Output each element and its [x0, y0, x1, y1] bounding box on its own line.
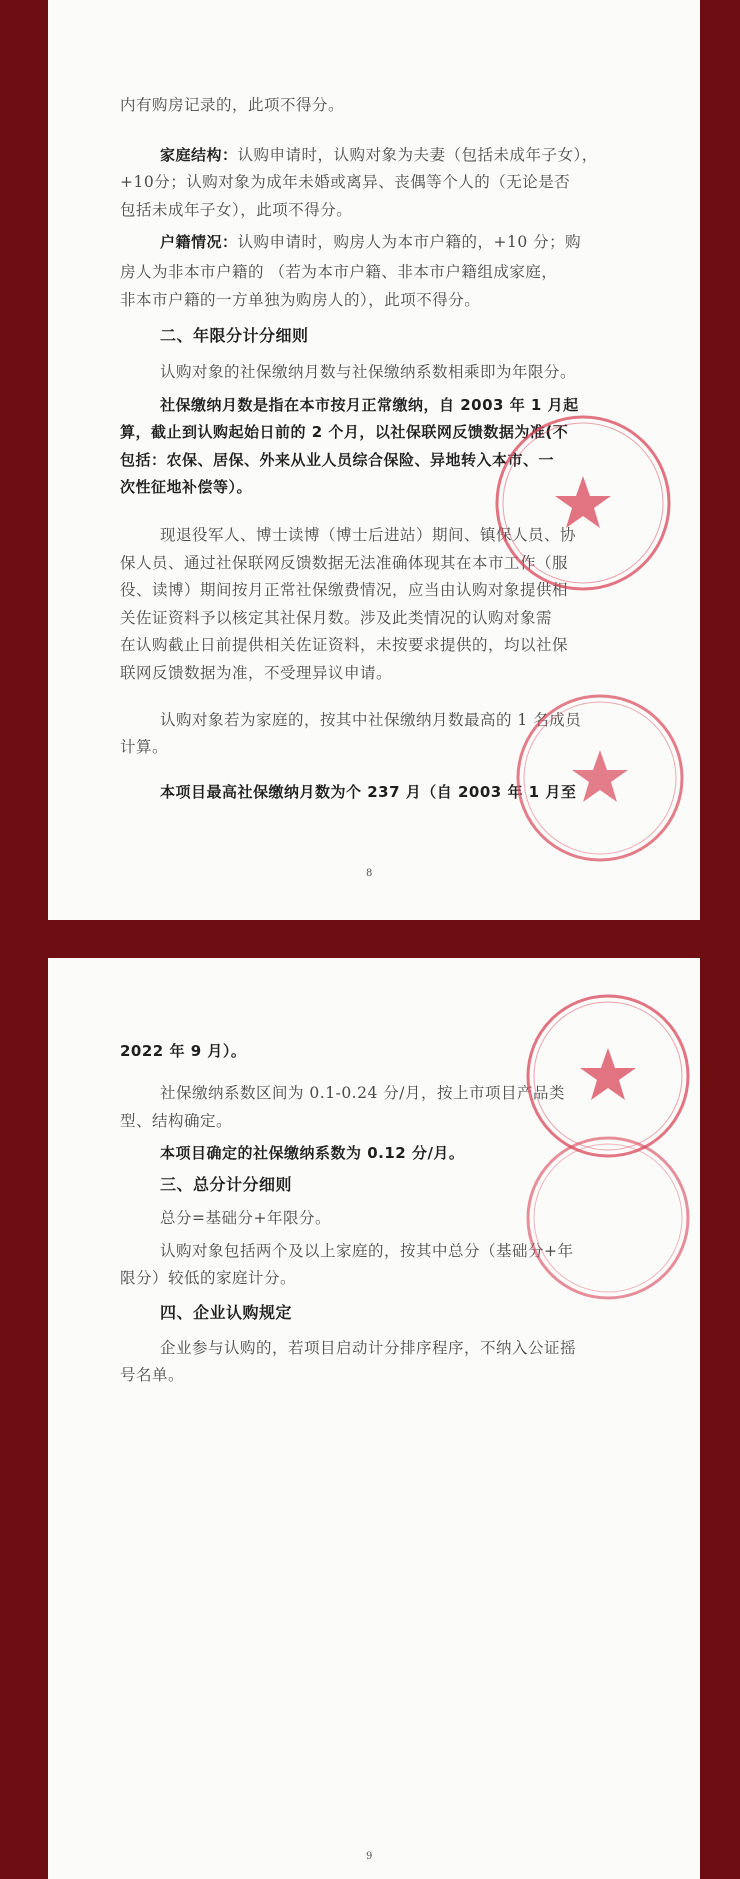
body-text: 役、读博）期间按月正常社保缴费情况，应当由认购对象提供相 [120, 581, 569, 599]
bold-text: 包括：农保、居保、外来从业人员综合保险、异地转入本市、一 [120, 451, 555, 469]
paragraph-line [160, 1208, 331, 1228]
paragraph-line [120, 663, 392, 683]
paragraph-line [120, 1365, 184, 1385]
bold-text: 户籍情况： [160, 233, 238, 251]
body-text: 计算。 [120, 738, 169, 756]
body-text: 企业参与认购的，若项目启动计分排序程序，不纳入公证摇 [160, 1339, 577, 1357]
paragraph-line [120, 95, 344, 115]
paragraph-line [120, 737, 168, 757]
section-heading: 三、总分计分细则 [160, 1175, 293, 1194]
body-text: 限分）较低的家庭计分。 [120, 1269, 297, 1287]
body-text: 联网反馈数据为准，不受理异议申请。 [120, 664, 393, 682]
bold-text: 本项目最高社保缴纳月数为个 237 月（自 2003 年 1 月至 [160, 783, 577, 801]
body-text: +10分；认购对象为成年未婚或离异、丧偶等个人的（无论是否 [120, 173, 571, 191]
paragraph-line [160, 145, 598, 165]
paragraph-line [120, 1268, 296, 1288]
body-text: 认购对象若为家庭的，按其中社保缴纳月数最高的 1 名成员 [160, 711, 582, 729]
official-seal-upper [488, 408, 678, 598]
body-text: 包括未成年子女），此项不得分。 [120, 201, 353, 219]
page-number: 8 [366, 868, 373, 879]
body-text: 社保缴纳系数区间为 0.1-0.24 分/月，按上市项目产品类 [160, 1084, 565, 1102]
paragraph-line [120, 200, 352, 220]
body-text: 在认购截止日前提供相关佐证资料，未按要求提供的，均以社保 [120, 636, 569, 654]
paragraph-line [160, 1083, 565, 1103]
body-text: 型、结构确定。 [120, 1112, 233, 1130]
bold-text: 家庭结构： [160, 146, 238, 164]
document-page-8 [48, 0, 700, 920]
body-text: 号名单。 [120, 1366, 185, 1384]
paragraph-line [120, 172, 570, 192]
paragraph-line [120, 1111, 232, 1131]
body-text: 内有购房记录的，此项不得分。 [120, 96, 345, 114]
paragraph-line [160, 1338, 576, 1358]
body-text: 总分=基础分+年限分。 [160, 1209, 331, 1227]
paragraph-line [120, 1041, 246, 1061]
body-text: 认购对象包括两个及以上家庭的，按其中总分（基础分+年 [160, 1242, 574, 1260]
bold-text: 算，截止到认购起始日前的 2 个月，以社保联网反馈数据为准(不 [120, 423, 569, 441]
paragraph-line [120, 290, 480, 310]
body-text: 认购申请时，购房人为本市户籍的，+10 分；购 [237, 233, 582, 251]
paragraph-line [120, 635, 568, 655]
bold-text: 社保缴纳月数是指在本市按月正常缴纳，自 2003 年 1 月起 [160, 396, 579, 414]
document-page-9 [48, 958, 700, 1879]
body-text: 关佐证资料予以核定其社保月数。涉及此类情况的认购对象需 [120, 609, 553, 627]
paragraph-line [120, 477, 252, 497]
body-text: 房人为非本市户籍的 （若为本市户籍、非本市户籍组成家庭， [120, 263, 558, 281]
paragraph-line [160, 1241, 574, 1261]
page-number: 9 [366, 1851, 373, 1862]
paragraph-line [160, 1143, 464, 1163]
paragraph-line [120, 608, 552, 628]
body-text: 认购对象的社保缴纳月数与社保缴纳系数相乘即为年限分。 [160, 363, 577, 381]
section-heading: 四、企业认购规定 [160, 1303, 293, 1322]
official-seal-lower [518, 1128, 698, 1308]
body-text: 保人员、通过社保联网反馈数据无法准确体现其在本市工作（服 [120, 554, 569, 572]
bold-text: 2022 年 9 月）。 [120, 1042, 247, 1060]
bold-text: 次性征地补偿等）。 [120, 478, 253, 496]
official-seal-lower [510, 690, 690, 865]
body-text: 非本市户籍的一方单独为购房人的），此项不得分。 [120, 291, 481, 309]
paragraph-line [160, 232, 581, 252]
paragraph-line [160, 362, 576, 382]
body-text: 认购申请时，认购对象为夫妻（包括未成年子女）， [237, 146, 598, 164]
bold-text: 本项目确定的社保缴纳系数为 0.12 分/月。 [160, 1144, 465, 1162]
section-heading: 二、年限分计分细则 [160, 326, 309, 345]
body-text: 现退役军人、博士读博（博士后进站）期间、镇保人员、协 [160, 526, 577, 544]
paragraph-line [120, 262, 557, 282]
